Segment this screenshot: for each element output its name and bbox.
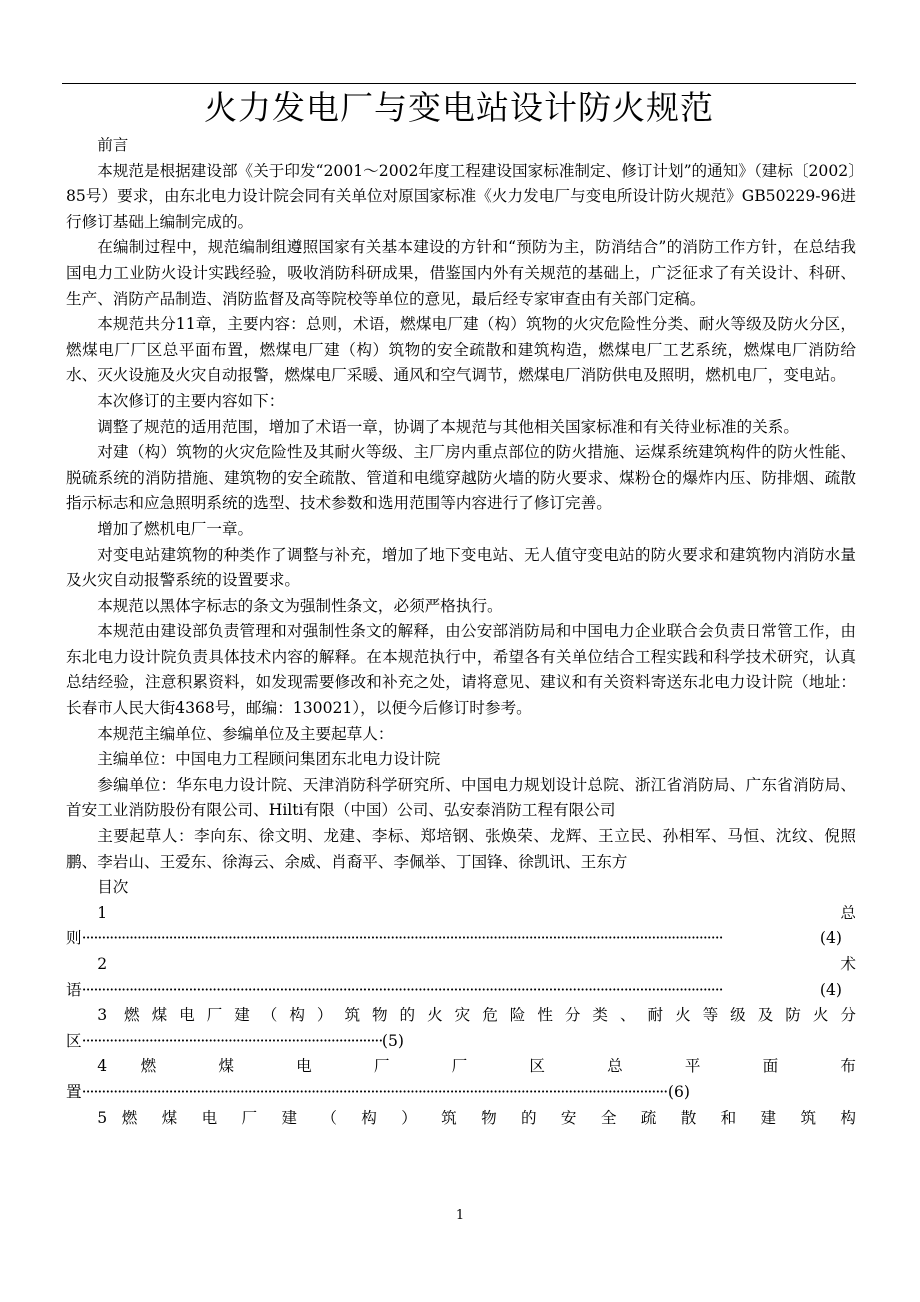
page-number: 1 xyxy=(455,1208,465,1223)
toc-page: (4) xyxy=(819,929,842,948)
toc-page: (6) xyxy=(667,1082,690,1101)
toc-entry-tail: 则 xyxy=(66,929,82,948)
toc-page: (4) xyxy=(819,980,842,999)
header-rule xyxy=(62,83,856,84)
document-body xyxy=(66,133,856,1131)
paragraph: 参编单位：华东电力设计院、天津消防科学研究所、中国电力规划设计总院、浙江省消防局、广东省消防局、首安工业消防股份有限公司、Hilti有限（中国）公司、弘安泰消防工程有限公司 xyxy=(66,775,856,820)
paragraph: 本规范主编单位、参编单位及主要起草人： xyxy=(97,724,394,743)
document-title: 火力发电厂与变电站设计防火规范 xyxy=(204,88,714,127)
paragraph: 本规范共分11章，主要内容：总则，术语，燃煤电厂建（构）筑物的火灾危险性分类、耐火等级及防火分区，燃煤电厂厂区总平面布置，燃煤电厂建（构）筑物的安全疏散和建筑构造，燃煤电厂工艺系统，燃煤电厂消防给水、灭火设施及火灾自动报警，燃煤电厂采暖、通风和空气调节，燃煤电厂消防供电及照明，燃机电厂，变电站。 xyxy=(66,315,856,385)
paragraph: 主编单位：中国电力工程顾问集团东北电力设计院 xyxy=(97,750,441,769)
paragraph: 本次修订的主要内容如下： xyxy=(97,391,285,410)
toc-entry-title: 2 术 xyxy=(97,955,856,973)
toc-entry-tail: 置 xyxy=(66,1082,82,1101)
toc-leader xyxy=(82,1029,382,1055)
toc-entry-title: 3 燃煤电厂建（构）筑物的火灾危险性分类、耐火等级及防火分 xyxy=(97,1006,856,1025)
toc-leader xyxy=(82,1080,668,1106)
toc-leader xyxy=(82,926,820,952)
toc-entry-tail: 区 xyxy=(66,1031,82,1050)
toc-heading: 目次 xyxy=(97,878,129,897)
toc-entry-title: 1 总 xyxy=(97,903,856,922)
paragraph: 在编制过程中，规范编制组遵照国家有关基本建设的方针和“预防为主，防消结合”的消防工作方针，在总结我国电力工业防火设计实践经验，吸收消防科研成果，借鉴国内外有关规范的基础上，广泛征求了有关设计、科研、生产、消防产品制造、消防监督及高等院校等单位的意见，最后经专家审查由有关部门定稿。 xyxy=(66,238,856,308)
toc-entry[interactable] xyxy=(66,952,856,1003)
toc-entry[interactable] xyxy=(66,1106,856,1132)
paragraph: 增加了燃机电厂一章。 xyxy=(97,519,254,538)
toc-entry-title: 4 燃 煤 电 厂 厂 区 总 平 面 布 xyxy=(97,1057,856,1076)
toc-entry[interactable] xyxy=(66,1054,856,1105)
paragraph: 本规范以黑体字标志的条文为强制性条文，必须严格执行。 xyxy=(97,596,503,615)
paragraph: 对建（构）筑物的火灾危险性及其耐火等级、主厂房内重点部位的防火措施、运煤系统建筑构件的防火性能、脱硫系统的消防措施、建筑物的安全疏散、管道和电缆穿越防火墙的防火要求、煤粉仓的爆炸内压、防排烟、疏散指示标志和应急照明系统的选型、技术参数和选用范围等内容进行了修订完善。 xyxy=(66,443,856,513)
toc-entry[interactable] xyxy=(66,901,856,952)
paragraph: 主要起草人：李向东、徐文明、龙建、李标、郑培钢、张焕荣、龙辉、王立民、孙相军、马恒、沈纹、倪照鹏、李岩山、王爱东、徐海云、余威、肖裔平、李佩举、丁国锋、徐凯讯、王东方 xyxy=(66,827,856,871)
preface-heading: 前言 xyxy=(97,136,129,154)
paragraph: 本规范由建设部负责管理和对强制性条文的解释，由公安部消防局和中国电力企业联合会负责日常管工作，由东北电力设计院负责具体技术内容的解释。在本规范执行中，希望各有关单位结合工程实践和科学技术研究，认真总结经验，注意积累资料，如发现需要修改和补充之处，请将意见、建议和有关资料寄送东北电力设计院（地址：长春市人民大街4368号，邮编：130021），以便今后修订时参考。 xyxy=(66,622,856,718)
paragraph: 对变电站建筑物的种类作了调整与补充，增加了地下变电站、无人值守变电站的防火要求和建筑物内消防水量及火灾自动报警系统的设置要求。 xyxy=(66,545,856,590)
toc-entry-title: 5 燃 煤 电 厂 建 （ 构 ） 筑 物 的 安 全 疏 散 和 建 筑 构 xyxy=(97,1108,856,1127)
paragraph: 调整了规范的适用范围，增加了术语一章，协调了本规范与其他相关国家标准和有关待业标准的关系。 xyxy=(97,417,799,436)
toc-entry[interactable] xyxy=(66,1003,856,1054)
toc-page: (5) xyxy=(381,1031,404,1050)
paragraph: 本规范是根据建设部《关于印发“2001～2002年度工程建设国家标准制定、修订计划”的通知》（建标〔2002〕85号）要求，由东北电力设计院会同有关单位对原国家标准《火力发电厂与变电所设计防火规范》GB50229-96进行修订基础上编制完成的。 xyxy=(66,161,856,231)
toc-leader xyxy=(82,978,820,1004)
toc-entry-tail: 语 xyxy=(66,980,82,999)
